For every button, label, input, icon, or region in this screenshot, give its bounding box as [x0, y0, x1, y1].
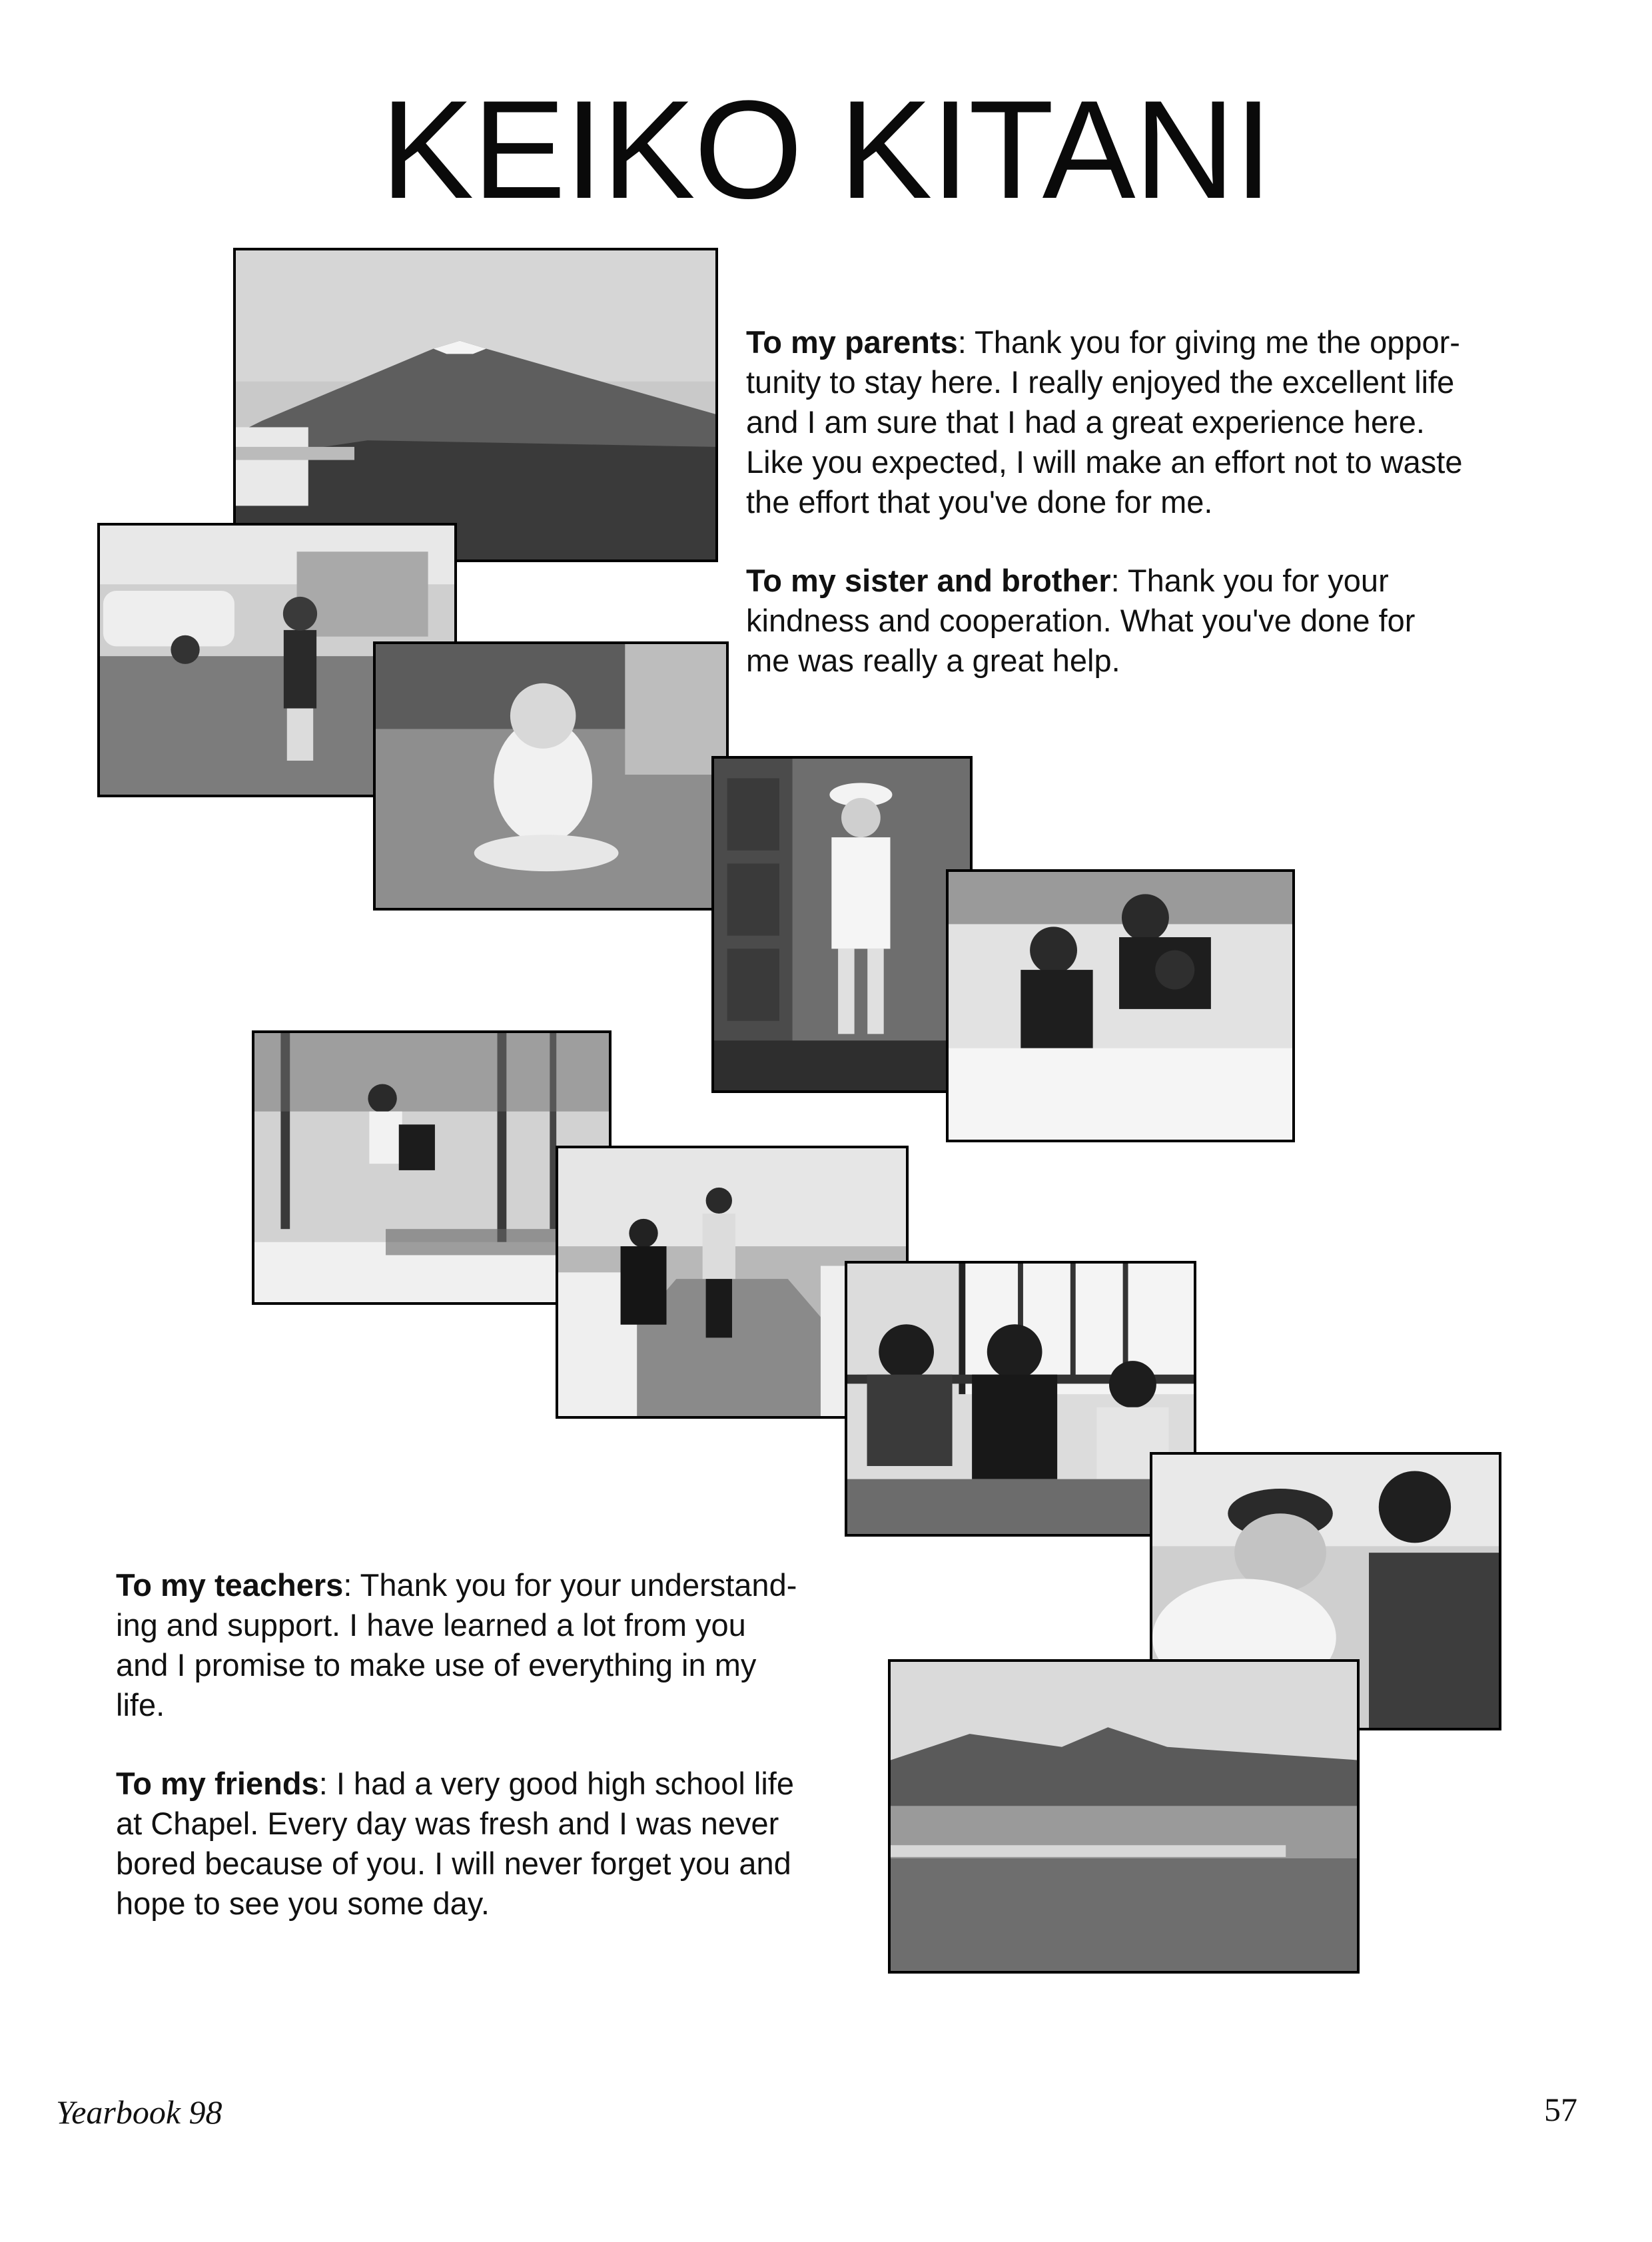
message-line: Thank you for giving me the oppor-	[975, 324, 1460, 360]
message-heading: To my teachers	[116, 1567, 344, 1603]
message-heading: To my parents	[746, 324, 958, 360]
message-line: Like you expected, I will make an effort not to waste	[746, 444, 1463, 480]
message-line: at Chapel. Every day was fresh and I was never	[116, 1806, 779, 1841]
message-line: and I am sure that I had a great experience here.	[746, 404, 1425, 440]
message-teachers: To my teachers: Thank you for your understand- ing and support. I have learned a lot from you and I promise to make use of everything in my life.	[116, 1565, 797, 1725]
message-line: Thank you for your	[1127, 563, 1389, 598]
message-sister-brother: To my sister and brother: Thank you for your kindness and cooperation. What you've done for me was really a great help.	[746, 561, 1415, 681]
message-line: kindness and cooperation. What you've done for	[746, 603, 1416, 638]
message-line: and I promise to make use of everything in my	[116, 1647, 757, 1682]
message-heading: To my sister and brother	[746, 563, 1111, 598]
photo-children-at-table	[946, 869, 1295, 1142]
page-number: 57	[1544, 2091, 1577, 2128]
publication-name: Yearbook 98	[56, 2093, 222, 2131]
photo-coastal-city	[888, 1659, 1360, 1974]
message-line: tunity to stay here. I really enjoyed the excellent life	[746, 364, 1455, 400]
message-line: Thank you for your understand-	[360, 1567, 797, 1603]
message-line: ing and support. I have learned a lot from you	[116, 1607, 746, 1643]
message-line: I had a very good high school life	[336, 1766, 794, 1801]
photo-girl-sunhat	[711, 756, 973, 1093]
message-line: bored because of you. I will never forget you and	[116, 1846, 791, 1881]
message-friends: To my friends: I had a very good high school life at Chapel. Every day was fresh and I was never bored because of you. I will never forget you and hope to see you some day.	[116, 1764, 794, 1924]
photo-three-friends-cafe	[845, 1261, 1196, 1537]
photo-mount-fuji	[233, 248, 718, 562]
message-line: me was really a great help.	[746, 643, 1120, 678]
message-line: life.	[116, 1687, 165, 1722]
message-line: hope to see you some day.	[116, 1886, 490, 1921]
message-parents: To my parents: Thank you for giving me the oppor- tunity to stay here. I really enjoyed the excellent life and I am sure that I had a great experience here. Like you expected, I will make an effort not to waste the effort that you've done for me.	[746, 322, 1463, 522]
photo-baby-crawling	[373, 641, 729, 911]
page-title: KEIKO KITANI	[380, 71, 1272, 228]
message-heading: To my friends	[116, 1766, 319, 1801]
message-line: the effort that you've done for me.	[746, 484, 1213, 520]
